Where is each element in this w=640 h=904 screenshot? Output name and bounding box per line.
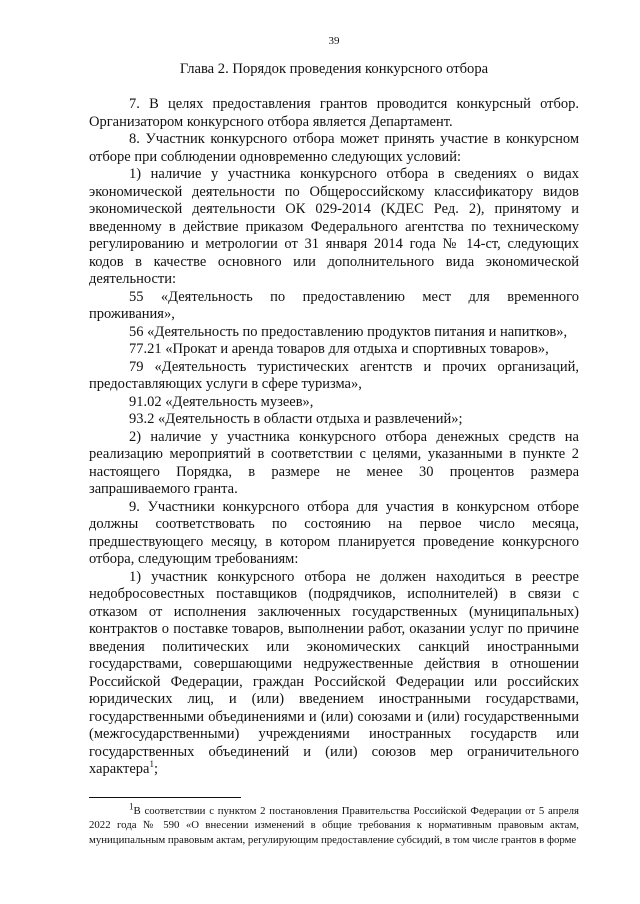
page-number: 39 [328, 35, 340, 47]
footnote-text: В соответствии с пунктом 2 постановления Правительства Российской Федерации от 5 апреля 2022 года № 590 «О внесении изменений в общие требования к нормативным правовым актам, муниципальным правовым актам, регулирующим предоставление субсидий, в том числе грантов в форме [89, 804, 579, 846]
okved-code-91-02: 91.02 «Деятельность музеев», [129, 393, 314, 410]
okved-code-56: 56 «Деятельность по предоставлению продуктов питания и напитков», [129, 323, 568, 340]
requirement-1-text: 1) участник конкурсного отбора не должен находиться в реестре недобросовестных поставщиков (подрядчиков, исполнителей) в связи с отказом от исполнения заключенных государственных (муниципальных) контрактов о поставке товаров, выполнении работ, оказании услуг по причине введения политических или экономических санкций иностранными государствами, совершающими недружественные действия в отношении Российской Федерации, граждан Российской Федерации или российских юридических лиц, и (или) введением иностранными государствами, государственными объединениями и (или) союзами и (или) государственными (межгосударственными) учреждениями иностранных государств или государственных объединений и (или) союзов мер ограничительного характера [89, 568, 579, 777]
paragraph-8-condition-2: 2) наличие у участника конкурсного отбора денежных средств на реализацию мероприятий в соответствии с целями, указанными в пункте 2 настоящего Порядка, в размере не менее 30 процентов размера запрашиваемого гранта. [89, 428, 579, 497]
requirement-1-end: ; [154, 761, 159, 777]
body-text [89, 96, 579, 779]
footnote [89, 800, 579, 848]
paragraph-8: 8. Участник конкурсного отбора может принять участие в конкурсном отборе при соблюдении одновременно следующих условий: [89, 131, 579, 165]
footnote-divider [89, 797, 241, 798]
paragraph-8-condition-1: 1) наличие у участника конкурсного отбора в сведениях о видах экономической деятельности по Общероссийскому классификатору видов экономической деятельности ОК 029-2014 (КДЕС Ред. 2), принятому и введенному в действие приказом Федерального агентства по техническому регулированию и метрологии от 31 января 2014 года № 14-ст, следующих кодов в качестве основного или дополнительного вида экономической деятельности: [89, 166, 579, 287]
okved-code-77-21: 77.21 «Прокат и аренда товаров для отдыха и спортивных товаров», [129, 341, 549, 357]
footnote-paragraph [89, 800, 579, 848]
footnote-marker: 1 [129, 800, 134, 811]
chapter-title: Глава 2. Порядок проведения конкурсного отбора [179, 61, 489, 77]
footnote-reference[interactable]: 1 [149, 759, 154, 770]
paragraph-9-requirement-1 [89, 569, 579, 779]
okved-code-55: 55 «Деятельность по предоставлению мест для временного проживания», [89, 288, 579, 322]
document-page [89, 34, 579, 847]
okved-code-79: 79 «Деятельность туристических агентств и прочих организаций, предоставляющих услуги в сфере туризма», [89, 358, 579, 392]
paragraph-7: 7. В целях предоставления грантов проводится конкурсный отбор. Организатором конкурсного отбора является Департамент. [89, 96, 579, 130]
okved-code-93-2: 93.2 «Деятельность в области отдыха и развлечений»; [129, 411, 463, 427]
paragraph-9: 9. Участники конкурсного отбора для участия в конкурсном отборе должны соответствовать по состоянию на первое число месяца, предшествующего месяцу, в котором планируется проведение конкурсного отбора, следующим требованиям: [89, 498, 579, 567]
